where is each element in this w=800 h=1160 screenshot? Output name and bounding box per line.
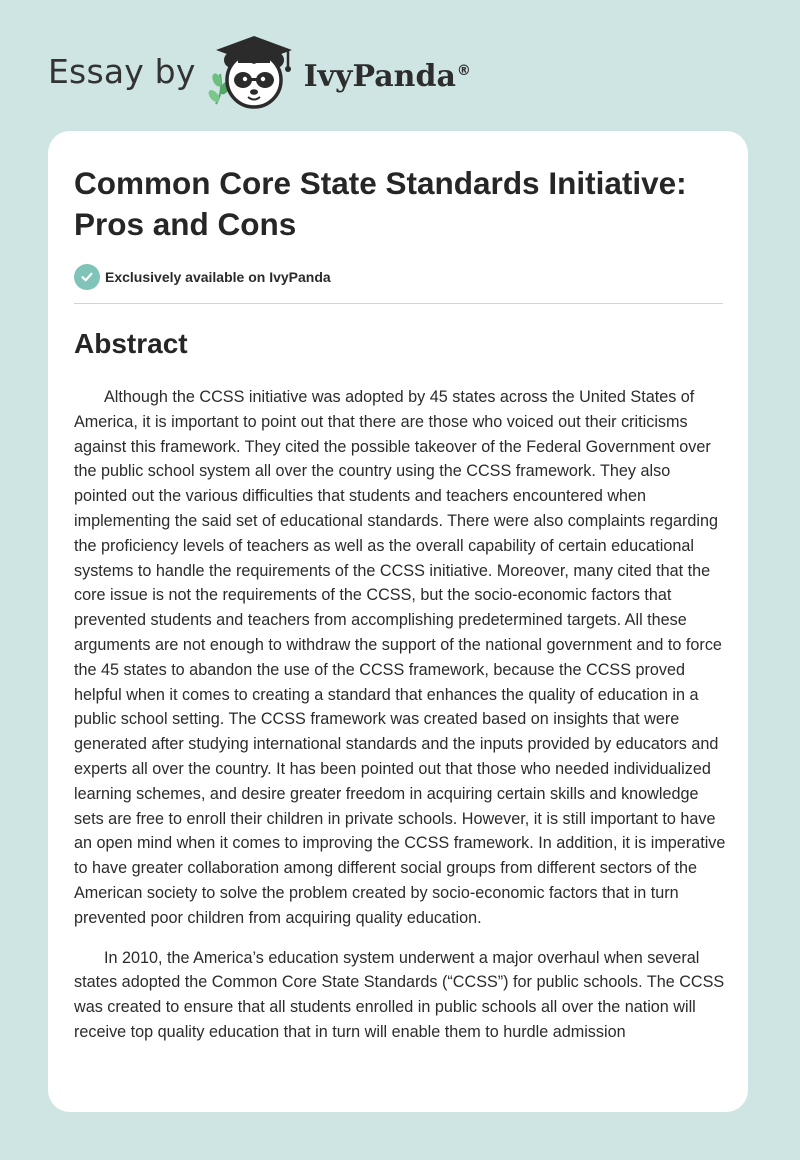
registered-mark: ® xyxy=(456,62,471,79)
exclusive-text: Exclusively available on IvyPanda xyxy=(105,269,331,285)
essay-title: Common Core State Standards Initiative: Pros and Cons xyxy=(74,165,687,242)
exclusive-badge xyxy=(74,264,331,290)
paragraph: In 2010, the America’s education system underwent a major overhaul when several states adopted the Common Core State Standards (“CCSS”) for public schools. The CCSS was created to ensure that all students enrolled in public schools all over the nation will receive top quality education that in turn will enable them to hurdle admission xyxy=(74,948,725,1041)
divider xyxy=(74,303,723,304)
check-icon xyxy=(74,264,100,290)
brand-name xyxy=(304,59,471,94)
essay-card xyxy=(48,131,748,1112)
essay-body xyxy=(74,385,726,1060)
brand-prefix: Essay by xyxy=(48,51,196,91)
section-heading-abstract: Abstract xyxy=(74,328,188,359)
brand-header xyxy=(48,34,471,114)
paragraph: Although the CCSS initiative was adopted by 45 states across the United States of America, it is important to point out that there are those who voiced out their criticisms against this framework. They cited the possible takeover of the Federal Government over the public school system all over the country using the CCSS framework. They also pointed out the various difficulties that students and teachers encountered when implementing the said set of educational standards. There were also complaints regarding the proficiency levels of teachers as well as the overall capability of certain educational systems to handle the requirements of the CCSS initiative. Moreover, many cited that the core issue is not the requirements of the CCSS, but the socio-economic factors that prevented students and teachers from accomplishing predetermined targets. All these arguments are not enough to withdraw the support of the national government and to force the 45 states to abandon the use of the CCSS framework, because the CCSS proved helpful when it comes to creating a standard that enhances the quality of education in a public school setting. The CCSS framework was created based on insights that were generated after studying international standards and the inputs provided by educators and experts all over the country. It has been pointed out that those who needed individualized learning schemes, and desire greater freedom in acquiring certain skills and knowledge sets are free to enroll their children in private schools. However, it is still important to have an open mind when it comes to improving the CCSS framework. In addition, it is imperative to have greater collaboration among different social groups from different sectors of the American society to solve the problem created by socio-economic factors that in turn prevented poor children from acquiring quality education. xyxy=(74,388,726,927)
panda-graduate-icon xyxy=(208,34,300,114)
brand-name-text: IvyPanda xyxy=(303,58,456,94)
